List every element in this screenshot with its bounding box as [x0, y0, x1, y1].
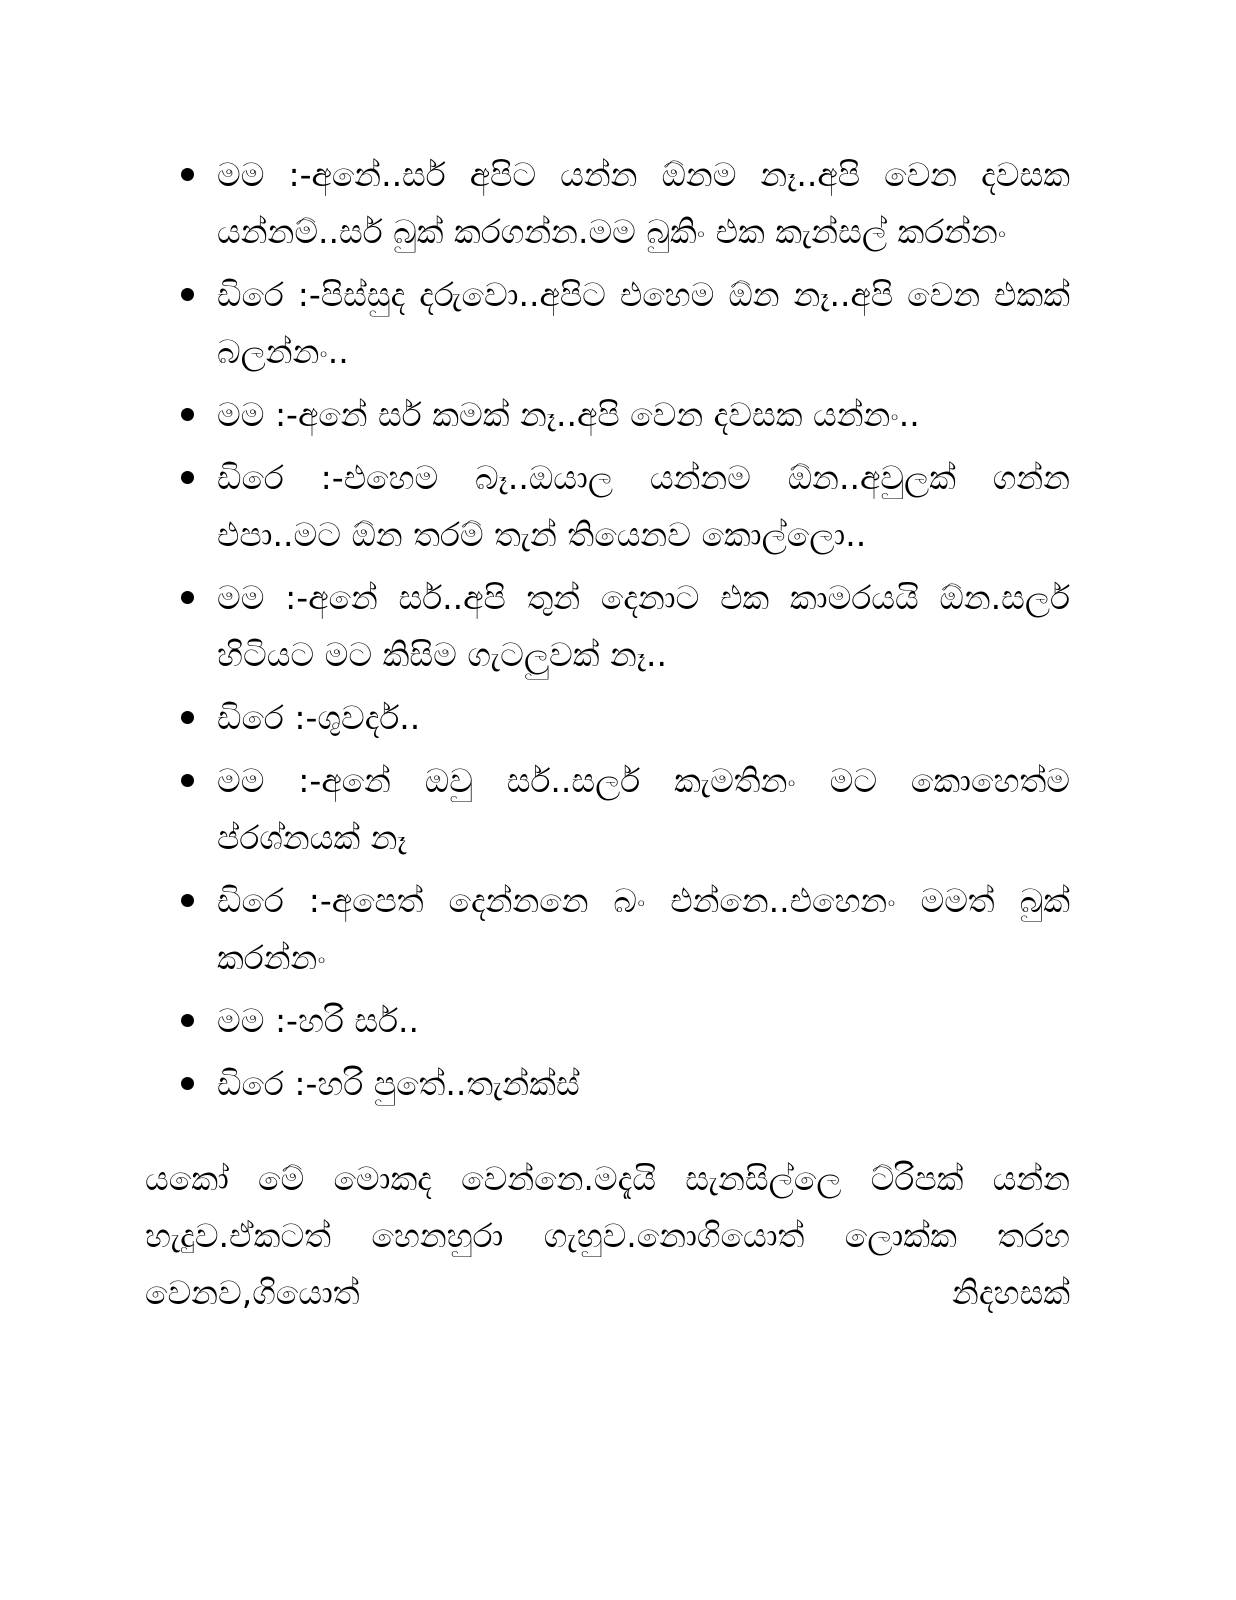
dialogue-text: මම :-අනේ..සර් අපිට යන්න ඕනම නෑ..අපි වෙන දවසක යන්නම්..සර් බුක් කරගන්න.මම බුකිං එක කැන්සල් කරන්නං: [217, 155, 1070, 251]
bullet-icon: [181, 168, 194, 181]
dialogue-text: ඩිරෙ :-හරි පුතේ..තැන්ක්ස්: [217, 1064, 580, 1103]
bullet-icon: [181, 471, 194, 484]
dialogue-line: [175, 689, 1070, 746]
dialogue-text: මම :-හරි සර්..: [217, 1001, 420, 1040]
bullet-icon: [181, 288, 194, 301]
dialogue-text: ඩිරෙ :-එහෙම බෑ..ඔයාල යන්නම ඕන..අවුලක් ගන්න එපා..මට ඕන තරම් තැන් තියෙනව කොල්ලො..: [217, 458, 1070, 554]
dialogue-line: [175, 992, 1070, 1049]
dialogue-line: [175, 386, 1070, 443]
bullet-icon: [181, 894, 194, 907]
dialogue-line: [175, 449, 1070, 563]
bullet-icon: [181, 711, 194, 724]
dialogue-line: [175, 266, 1070, 380]
dialogue-text: මම :-අනේ ඔවු සර්..සර්ල කැමතිනං මට කොහෙත්ම ප්රශ්නයක් නෑ: [217, 761, 1070, 857]
dialogue-list: [175, 146, 1070, 1118]
dialogue-text: ඩිරෙ :-පිස්සුද දරුවො..අපිට එහෙම ඕන නෑ..අපි වෙන එකක් බලන්නං..: [217, 275, 1070, 371]
bullet-icon: [181, 1014, 194, 1027]
bullet-icon: [181, 774, 194, 787]
dialogue-line: [175, 752, 1070, 866]
dialogue-text: මම :-අනේ සර් කමක් නෑ..අපි වෙන දවසක යන්නං..: [217, 395, 920, 434]
dialogue-line: [175, 146, 1070, 260]
dialogue-line: [175, 569, 1070, 683]
dialogue-line: [175, 872, 1070, 986]
bullet-icon: [181, 1077, 194, 1090]
dialogue-text: මම :-අනේ සර්..අපි තුන් දෙනාට එක කාමරයයි ඕන.සර්ල හිටියට මට කිසිම ගැටලුවක් නෑ..: [217, 578, 1070, 674]
bullet-icon: [181, 408, 194, 421]
dialogue-text: ඩිරෙ :-ශුවර්ද..: [217, 698, 421, 737]
bullet-icon: [181, 591, 194, 604]
dialogue-text: ඩිරෙ :-අපෙත් දෙන්නනෙ බං එන්නෙ..එහෙනං මමත් බුක් කරන්නං: [217, 881, 1070, 977]
dialogue-line: [175, 1055, 1070, 1112]
narration-paragraph: යකෝ මේ මොකද වෙන්නෙ.මදැයි සැනසිල්ලෙ ට්රිපක් යන්න හැදුව.ඒකටත් හෙනහුරා ගැහුව.නොගියොත් ලොක්ක තරහ වෙනව,ගියොත් නිදහසක්: [145, 1159, 1070, 1312]
